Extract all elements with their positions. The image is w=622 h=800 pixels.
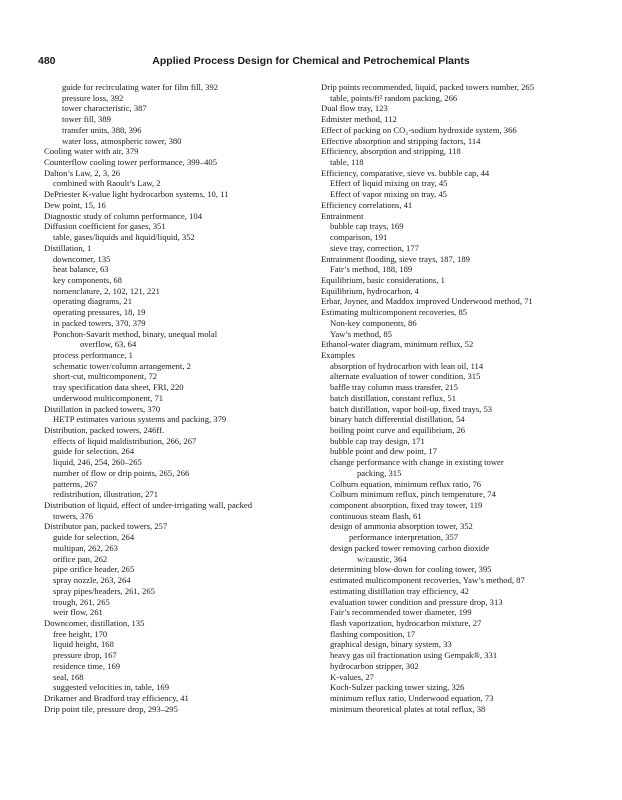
index-entry: bubble cap trays, 169 [330,221,404,232]
index-entry: downcomer, 135 [53,253,111,264]
index-entry: batch distillation, vapor boil-up, fixed trays, 53 [330,403,493,414]
index-entry: Cooling water with air, 379 [44,146,139,157]
index-entry: packing, 315 [357,467,402,478]
index-entry: heat balance, 63 [53,264,109,275]
index-entry: Dalton’s Law, 2, 3, 26 [44,167,121,178]
index-entry: guide for selection, 264 [53,446,135,457]
index-entry: guide for selection, 264 [53,532,135,543]
index-entry: in packed towers, 370, 379 [53,317,146,328]
index-entry: patterns, 267 [53,478,98,489]
index-entry: bubble cap tray design, 171 [330,435,425,446]
index-entry: Colburn equation, minimum reflux ratio, 76 [330,478,482,489]
index-entry: pressure drop, 167 [53,650,117,661]
index-entry: Downcomer, distillation, 135 [44,617,145,628]
index-entry: Distributor pan, packed towers, 257 [44,521,168,532]
index-entry: liquid height, 168 [53,639,114,650]
page-header [38,55,584,69]
index-entry: Distribution of liquid, effect of under-irrigating wall, packed [44,500,253,511]
index-entry: graphical design, binary system, 33 [330,639,452,650]
index-entry: K-values, 27 [330,671,374,682]
index-entry: Examples [321,349,355,360]
index-entry: hydrocarbon stripper, 302 [330,660,419,671]
index-entry: flashing composition, 17 [330,628,416,639]
index-entry: weir flow, 261 [53,607,103,618]
index-entry: Efficiency, absorption and stripping, 118 [321,146,461,157]
index-entry: Entrainment [321,210,364,221]
index-entry: combined with Raoult’s Law, 2 [53,178,161,189]
index-entry: Colburn minimum reflux, pinch temperature, 74 [330,489,496,500]
index-entry: free height, 170 [53,628,108,639]
index-entry: Yaw’s method, 85 [330,328,392,339]
index-entry: Non-key components, 86 [330,317,417,328]
index-entry: w/caustic, 364 [357,553,407,564]
index-entry: HETP estimates various systems and packing, 379 [53,414,227,425]
index-entry: guide for recirculating water for film fill, 392 [62,82,219,92]
index-entry: Edmister method, 112 [321,114,397,125]
index-entry: water loss, atmospheric tower, 380 [62,135,182,146]
index-entry: Distillation, 1 [44,242,92,253]
index-entry: Drip point tile, pressure drop, 293–295 [44,703,178,714]
index-entry: Effective absorption and stripping factors, 114 [321,135,481,146]
index-entry: minimum theoretical plates at total reflux, 38 [330,703,486,714]
index-entry: comparison, 191 [330,232,388,243]
index-entry: change performance with change in existing tower [330,457,504,468]
index-entry: spray pipes/headers, 261, 265 [53,585,155,596]
index-entry: binary batch differential distillation, 54 [330,414,465,425]
index-entry: determining blow-down for cooling tower, 395 [330,564,492,575]
index-entry: key components, 68 [53,274,122,285]
index-entry: flash vaporization, hydrocarbon mixture, 27 [330,617,482,628]
index-entry: alternate evaluation of tower condition, 315 [330,371,481,382]
index-entry: table, 118 [330,157,364,168]
index-entry: Diagnostic study of column performance, 104 [44,210,202,221]
index-entry: Entrainment flooding, sieve trays, 187, 189 [321,253,470,264]
index-entry: evaluation tower condition and pressure drop, 313 [330,596,503,607]
index-entry: Drikamer and Bradford tray efficiency, 41 [44,692,189,703]
index-entry: orifice pan, 262 [53,553,108,564]
index-entry: Equilibrium, hydrocarbon, 4 [321,285,419,296]
index-entry: Drip points recommended, liquid, packed towers number, 265 [321,82,535,92]
index-entry: Effect of packing on CO₂-sodium hydroxide system, 366 [321,124,517,135]
index-entry: pressure loss, 392 [62,92,124,103]
index-entry: Diffusion coefficient for gases, 351 [44,221,166,232]
index-entry: Fair’s recommended tower diameter, 199 [330,607,472,618]
index-entry: Effect of vapor mixing on tray, 45 [330,189,447,200]
index-entry: Distillation in packed towers, 370 [44,403,161,414]
index-entry: Distribution, packed towers, 246ff. [44,425,165,435]
index-entry: Efficiency correlations, 41 [321,199,413,210]
index-entry: overflow, 63, 64 [80,339,137,350]
index-entry: process performance, 1 [53,349,133,360]
index-entry: Estimating multicomponent recoveries, 85 [321,307,468,318]
index-entry: multipan, 262, 263 [53,542,118,553]
index-entry: Ponchon-Savarit method, binary, unequal molal [53,328,218,339]
index-entry: heavy gas oil fractionation using Gempak®, 331 [330,650,498,661]
index-entry: suggested velocities in, table, 169 [53,682,169,693]
index-entry: towers, 376 [53,510,94,521]
index-entry: baffle tray column mass transfer, 215 [330,382,458,393]
index-entry: table, gases/liquids and liquid/liquid, 352 [53,232,195,243]
index-entry: boiling point curve and equilibrium, 26 [330,425,466,435]
index-entry: Effect of liquid mixing on tray, 45 [330,178,448,189]
index-entry: number of flow or drip points, 265, 266 [53,467,190,478]
index-entry: nomenclature, 2, 102, 121, 221 [53,285,160,296]
index-entry: effects of liquid maldistribution, 266, 267 [53,435,197,446]
index-entry: table, points/ft² random packing, 266 [330,92,458,103]
index-entry: residence time, 169 [53,660,121,671]
index-column-right [321,82,589,714]
index-entry: Fair’s method, 188, 189 [330,264,413,275]
page-number: 480 [38,55,56,67]
index-column-left [44,82,312,714]
index-entry: tower characteristic, 387 [62,103,147,114]
index-entry: tray specification data sheet, FRI, 220 [53,382,184,393]
index-entry: continuous steam flash, 61 [330,510,422,521]
index-entry: spray nozzle, 263, 264 [53,575,131,586]
index-entry: Dew point, 15, 16 [44,199,106,210]
index-entry: batch distillation, constant reflux, 51 [330,392,457,403]
index-entry: Koch-Sulzer packing tower sizing, 326 [330,682,465,693]
index-entry: redistribution, illustration, 271 [53,489,159,500]
index-entry: short-cut, multicomponent, 72 [53,371,158,382]
running-title: Applied Process Design for Chemical and Petrochemical Plants [152,55,470,67]
index-entry: component absorption, fixed tray tower, 119 [330,500,483,511]
index-entry: transfer units, 388, 396 [62,124,142,135]
index-entry: tower fill, 389 [62,114,111,125]
index-entry: Efficiency, comparative, sieve vs. bubble cap, 44 [321,167,490,178]
index-entry: performance interpretation, 357 [349,532,459,543]
index-entry: Dual flow tray, 123 [321,103,388,114]
index-entry: Ethanol-water diagram, minimum reflux, 52 [321,339,474,350]
index-entry: DePriester K-value light hydrocarbon systems, 10, 11 [44,189,229,200]
index-entry: design packed tower removing carbon dioxide [330,542,490,553]
index-entry: liquid, 246, 254, 260–265 [53,457,142,468]
index-entry: schematic tower/column arrangement, 2 [53,360,191,371]
index-entry: operating pressures, 18, 19 [53,307,146,318]
index-entry: pipe orifice header, 265 [53,564,135,575]
index-entry: seal, 168 [53,671,84,682]
index-entry: bubble point and dew point, 17 [330,446,437,457]
index-entry: Counterflow cooling tower performance, 399–405 [44,157,218,168]
index-entry: estimated multicomponent recoveries, Yaw’s method, 87 [330,575,525,586]
index-entry: Equilibrium, basic considerations, 1 [321,274,445,285]
index-entry: minimum reflux ratio, Underwood equation, 73 [330,692,494,703]
index-entry: absorption of hydrocarbon with lean oil, 114 [330,360,484,371]
index-entry: trough, 261, 265 [53,596,110,607]
index-entry: operating diagrams, 21 [53,296,132,307]
index-entry: Erbar, Joyner, and Maddox improved Underwood method, 71 [321,296,533,307]
index-entry: estimating distillation tray efficiency, 42 [330,585,469,596]
index-entry: sieve tray, correction, 177 [330,242,419,253]
index-entry: design of ammonia absorption tower, 352 [330,521,473,532]
index-entry: underwood multicomponent, 71 [53,392,164,403]
